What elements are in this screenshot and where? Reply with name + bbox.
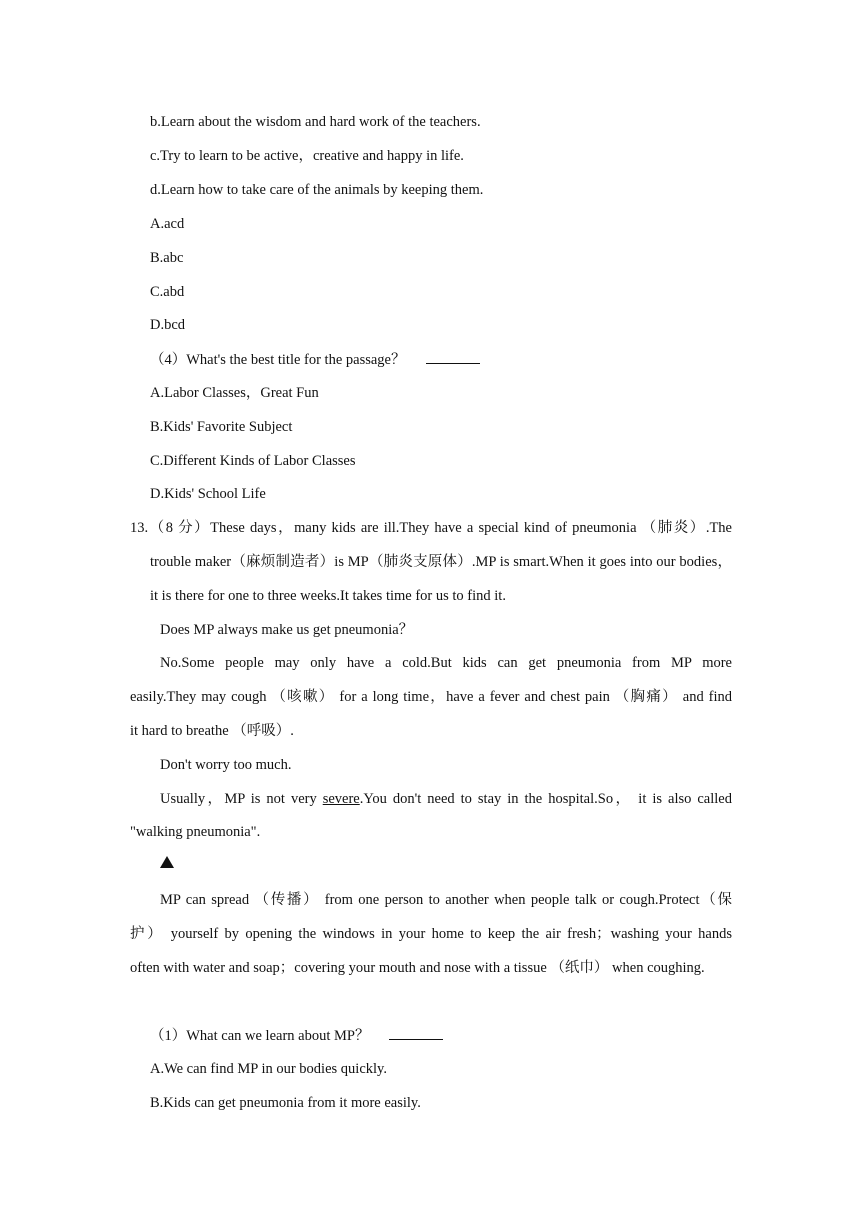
q13-1-choice-A: A.We can find MP in our bodies quickly. (150, 1061, 387, 1077)
passage-paragraph-6-line-3: often with water and soap；covering your mouth and nose with a tissue （纸巾） when coughing. (130, 960, 705, 976)
passage-13-line-2: trouble maker（麻烦制造者）is MP（肺炎支原体）.MP is smart.When it goes into our bodies， (150, 554, 732, 570)
q13-1-choice-B: B.Kids can get pneumonia from it more easily. (150, 1095, 421, 1111)
option-c: c.Try to learn to be active，creative and happy in life. (150, 148, 464, 164)
underlined-word: severe (322, 791, 360, 807)
option-b: b.Learn about the wisdom and hard work of the teachers. (150, 114, 481, 130)
p5-post: .You don't need to stay in the hospital.So， it is also called (359, 791, 732, 807)
triangle-icon (160, 856, 174, 868)
q4-choice-C: C.Different Kinds of Labor Classes (150, 453, 356, 469)
option-d: d.Learn how to take care of the animals by keeping them. (150, 182, 484, 198)
question-13-1-stem: （1）What can we learn about MP？ (150, 1028, 370, 1044)
passage-paragraph-6-line-2: 护） yourself by opening the windows in your home to keep the air fresh；washing your hands (130, 926, 732, 942)
question-4-stem: （4）What's the best title for the passage？ (150, 352, 406, 368)
passage-paragraph-3-line-1: No.Some people may only have a cold.But kids can get pneumonia from MP more (160, 655, 732, 671)
passage-paragraph-4: Don't worry too much. (160, 757, 292, 773)
passage-paragraph-6-line-1: MP can spread （传播） from one person to another when people talk or cough.Protect（保 (160, 892, 732, 908)
passage-paragraph-5-line-1 (160, 789, 732, 809)
q4-choice-D: D.Kids' School Life (150, 486, 266, 502)
answer-blank (389, 1025, 443, 1040)
passage-paragraph-3-line-2: easily.They may cough （咳嗽） for a long time，have a fever and chest pain （胸痛） and find (130, 689, 732, 705)
passage-paragraph-2: Does MP always make us get pneumonia？ (160, 622, 414, 638)
choice-C: C.abd (150, 284, 185, 300)
passage-13-line-3: it is there for one to three weeks.It takes time for us to find it. (150, 588, 506, 604)
p5-pre: Usually，MP is not very (160, 791, 323, 807)
question-13-1 (150, 1025, 443, 1046)
choice-B: B.abc (150, 250, 184, 266)
q4-choice-B: B.Kids' Favorite Subject (150, 419, 293, 435)
question-4 (150, 349, 480, 370)
passage-13-line-1: 13.（8 分）These days，many kids are ill.They have a special kind of pneumonia （肺炎）.The (130, 520, 732, 536)
q4-choice-A: A.Labor Classes，Great Fun (150, 385, 319, 401)
choice-A: A.acd (150, 216, 185, 232)
choice-D: D.bcd (150, 317, 186, 333)
passage-paragraph-3-line-3: it hard to breathe （呼吸）. (130, 723, 294, 739)
passage-paragraph-5-line-2: "walking pneumonia". (130, 824, 261, 840)
answer-blank (426, 349, 480, 364)
